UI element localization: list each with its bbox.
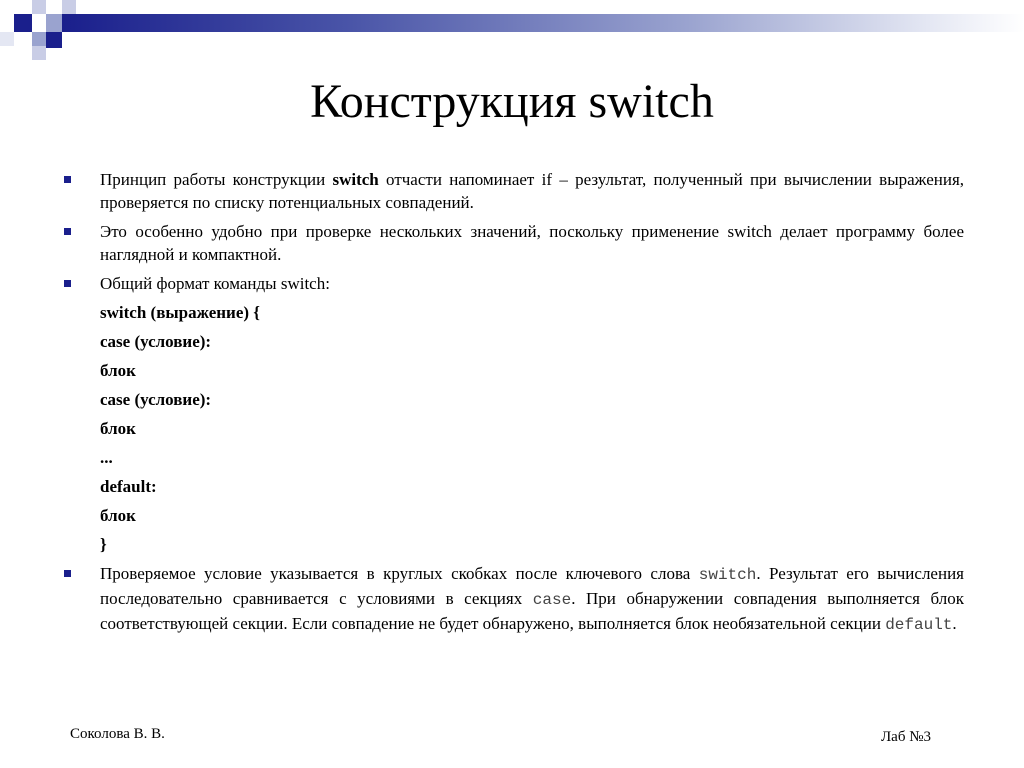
keyword-switch: switch	[332, 170, 379, 189]
code-line: блок	[100, 361, 136, 380]
bullet-item	[62, 272, 964, 295]
bullet-text: . При обнаружении совпадения выполняется блок соответствующей секции. Если совпадение не будет обнаружено, выполняется блок необязательной секции	[100, 589, 965, 633]
code-line: ...	[100, 448, 113, 467]
bullet-text: Общий формат команды switch:	[100, 274, 330, 293]
deco-square-4	[32, 32, 46, 46]
deco-square-5	[46, 32, 62, 48]
deco-square-8	[0, 32, 14, 46]
bullet-item	[62, 220, 964, 266]
bullet-text: . Результат его вычисления последовательно сравнивается с условиями в секциях	[100, 564, 964, 608]
decorative-squares	[0, 0, 80, 64]
bullet-item	[62, 562, 964, 637]
bullet-text: .	[952, 614, 957, 633]
code-line: case (условие):	[100, 390, 212, 409]
deco-square-2	[32, 0, 46, 14]
keyword-switch-mono: switch	[698, 566, 757, 584]
bullet-text: Проверяемое условие указывается в круглых скобках после ключевого слова	[100, 564, 699, 583]
slide-content	[62, 168, 964, 637]
bullet-square-icon	[64, 570, 71, 577]
bullet-text: отчасти напоминает if – результат, полученный при вычислении выражения, проверяется по списку потенциальных совпадений.	[100, 170, 965, 212]
code-line: switch (выражение) {	[100, 303, 260, 322]
bullet-square-icon	[64, 228, 71, 235]
bullet-text: Это особенно удобно при проверке нескольких значений, поскольку применение switch делает программу более наглядной и компактной.	[100, 222, 964, 264]
deco-square-6	[62, 0, 76, 14]
bullet-square-icon	[64, 176, 71, 183]
slide-title: Конструкция switch	[310, 75, 714, 128]
code-line: case (условие):	[100, 332, 212, 351]
footer-author: Соколова В. В.	[70, 726, 165, 742]
header-gradient-bar	[62, 14, 1024, 32]
code-line: блок	[100, 506, 136, 525]
code-line: }	[100, 535, 107, 554]
code-line: блок	[100, 419, 136, 438]
keyword-default-mono: default	[885, 616, 953, 634]
deco-square-7	[32, 46, 46, 60]
code-line: default:	[100, 477, 157, 496]
deco-square-3	[46, 14, 62, 32]
deco-square-1	[14, 14, 32, 32]
bullet-square-icon	[64, 280, 71, 287]
bullet-text: Принцип работы конструкции	[100, 170, 333, 189]
keyword-case-mono: case	[532, 591, 572, 609]
footer-lab: Лаб №3	[881, 729, 932, 745]
bullet-item	[62, 168, 964, 214]
